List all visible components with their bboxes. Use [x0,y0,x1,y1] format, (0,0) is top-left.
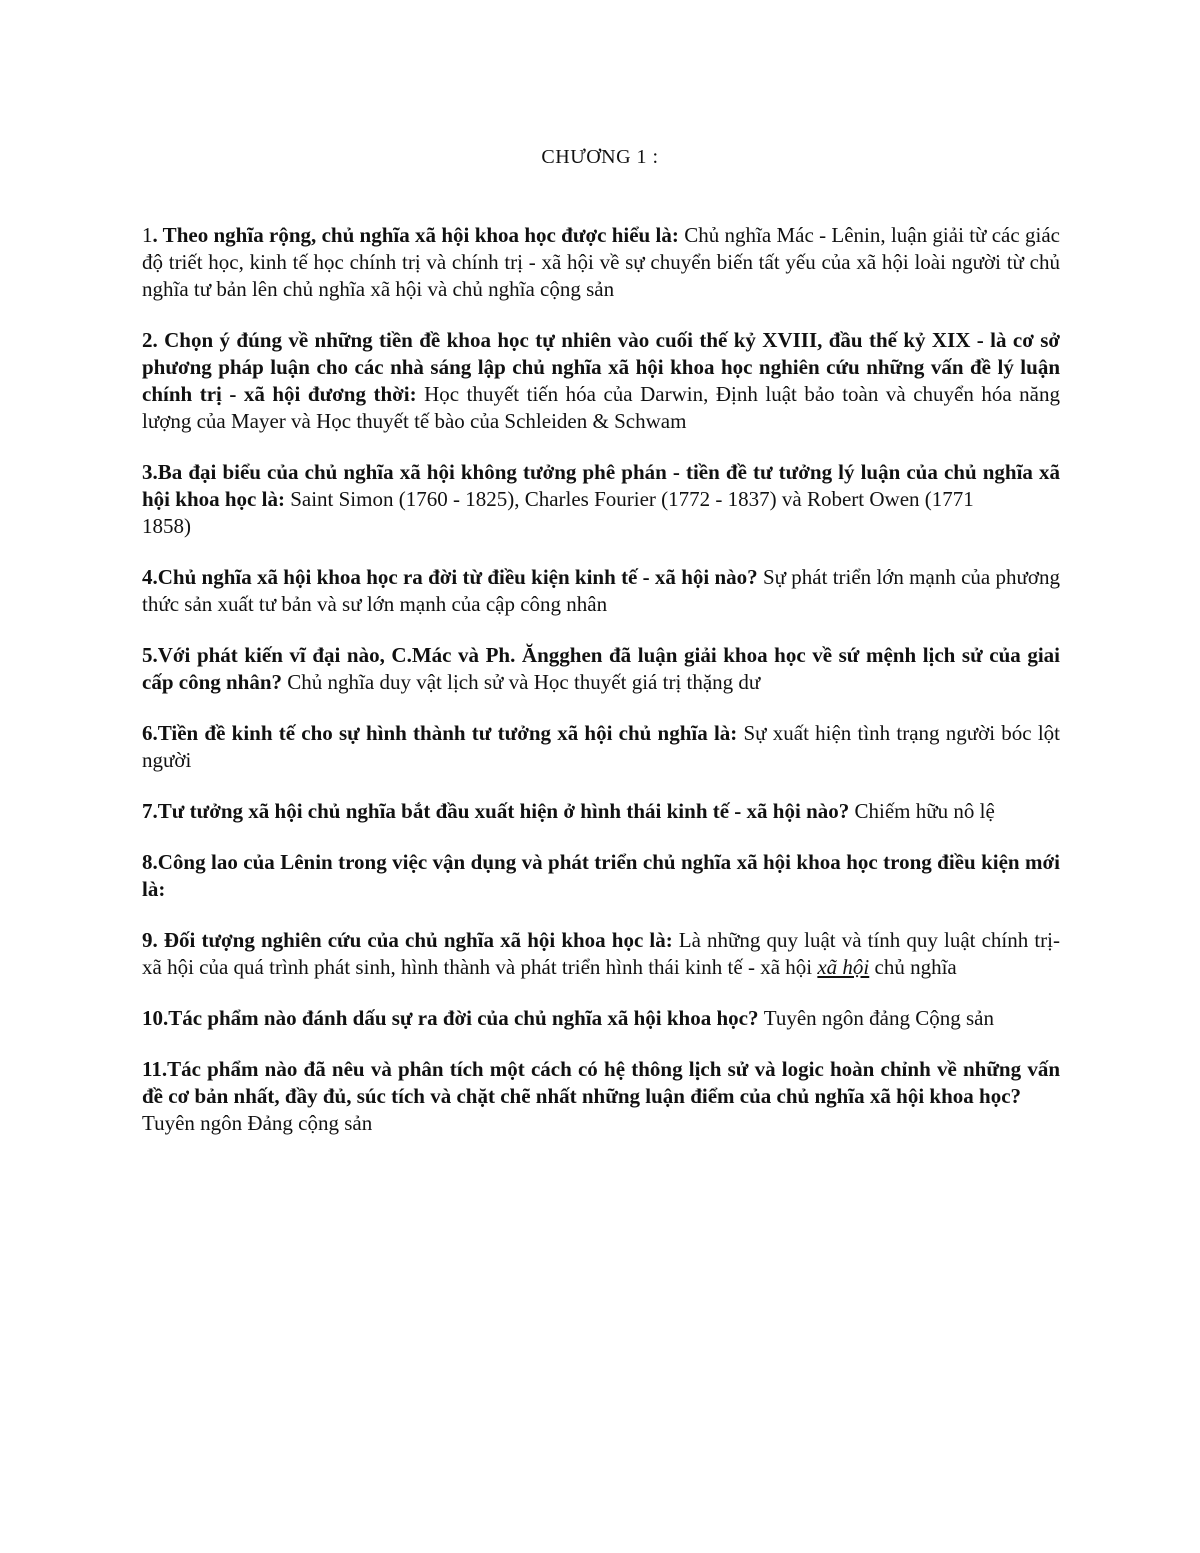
question-11-text: 11.Tác phẩm nào đã nêu và phân tích một cách có hệ thông lịch sử và logic hoàn chỉnh về những vấn đề cơ bản nhất, đầy đủ, súc tích và chặt chẽ nhất những luận điểm của chủ nghĩa xã hội khoa học? [142,1057,1060,1108]
question-9-text: 9. Đối tượng nghiên cứu của chủ nghĩa xã hội khoa học là: [142,928,679,952]
question-8 [142,849,1060,903]
question-3 [142,459,1060,540]
question-4-text: 4.Chủ nghĩa xã hội khoa học ra đời từ điều kiện kinh tế - xã hội nào? [142,565,763,589]
question-list [142,222,1060,1161]
question-10 [142,1005,1060,1032]
question-7-text: 7.Tư tưởng xã hội chủ nghĩa bắt đầu xuất hiện ở hình thái kinh tế - xã hội nào? [142,799,855,823]
question-3-answer-continued: 1858) [142,514,191,538]
question-1-number: 1 [142,223,153,247]
question-5-text: 5.Với phát kiến vĩ đại nào, C.Mác và Ph. Ăngghen đã luận giải khoa học về sứ mệnh lịch sử của giai cấp công nhân? [142,643,1060,694]
chapter-title: CHƯƠNG 1 : [541,146,659,168]
question-4 [142,564,1060,618]
question-8-text: 8.Công lao của Lênin trong việc vận dụng và phát triển chủ nghĩa xã hội khoa học trong điều kiện mới là: [142,850,1060,901]
question-6-answer: Sự xuất hiện tình trạng người bóc lột người [142,721,1060,772]
question-9 [142,927,1060,981]
question-1 [142,222,1060,303]
question-10-answer: Tuyên ngôn đảng Cộng sản [763,1006,994,1030]
question-7-answer: Chiếm hữu nô lệ [854,799,995,823]
question-2 [142,327,1060,435]
question-6 [142,720,1060,774]
question-11-answer: Tuyên ngôn Đảng cộng sản [142,1111,373,1135]
question-2-answer: Học thuyết tiến hóa của Darwin, Định luật bảo toàn và chuyển hóa năng lượng của Mayer và Học thuyết tế bào của Schleiden & Schwam [142,382,1060,433]
question-9-answer: Là những quy luật và tính quy luật chính trị- xã hội của quá trình phát sinh, hình thành và phát triển hình thái kinh tế - xã hội [142,928,1060,979]
question-5-answer: Chủ nghĩa duy vật lịch sử và Học thuyết giá trị thặng dư [287,670,761,694]
question-9-link[interactable]: xã hội [817,955,870,979]
question-9-answer-tail: chủ nghĩa [869,955,957,979]
question-7 [142,798,1060,825]
question-2-text: 2. Chọn ý đúng về những tiền đề khoa học tự nhiên vào cuối thế kỷ XVIII, đầu thế kỷ XIX - là cơ sở phương pháp luận cho các nhà sáng lập chủ nghĩa xã hội khoa học nghiên cứu những vấn đề lý luận chính trị - xã hội đương thời: [142,328,1060,406]
question-4-answer: Sự phát triển lớn mạnh của phương thức sản xuất tư bản và sư lớn mạnh của cập công nhân [142,565,1060,616]
question-6-text: 6.Tiền đề kinh tế cho sự hình thành tư tưởng xã hội chủ nghĩa là: [142,721,744,745]
question-1-text: . Theo nghĩa rộng, chủ nghĩa xã hội khoa học được hiểu là: [152,223,685,247]
question-11 [142,1056,1060,1137]
question-3-text: 3.Ba đại biểu của chủ nghĩa xã hội không tưởng phê phán - tiền đề tư tưởng lý luận của chủ nghĩa xã hội khoa học là: [142,460,1060,511]
question-10-text: 10.Tác phẩm nào đánh dấu sự ra đời của chủ nghĩa xã hội khoa học? [142,1006,764,1030]
question-3-answer: Saint Simon (1760 - 1825), Charles Fourier (1772 - 1837) và Robert Owen (1771 [290,487,974,511]
question-5 [142,642,1060,696]
question-1-answer: Chủ nghĩa Mác - Lênin, luận giải từ các giác độ triết học, kinh tế học chính trị và chính trị - xã hội về sự chuyển biến tất yếu của xã hội loài người từ chủ nghĩa tư bản lên chủ nghĩa xã hội và chủ nghĩa cộng sản [142,223,1060,301]
